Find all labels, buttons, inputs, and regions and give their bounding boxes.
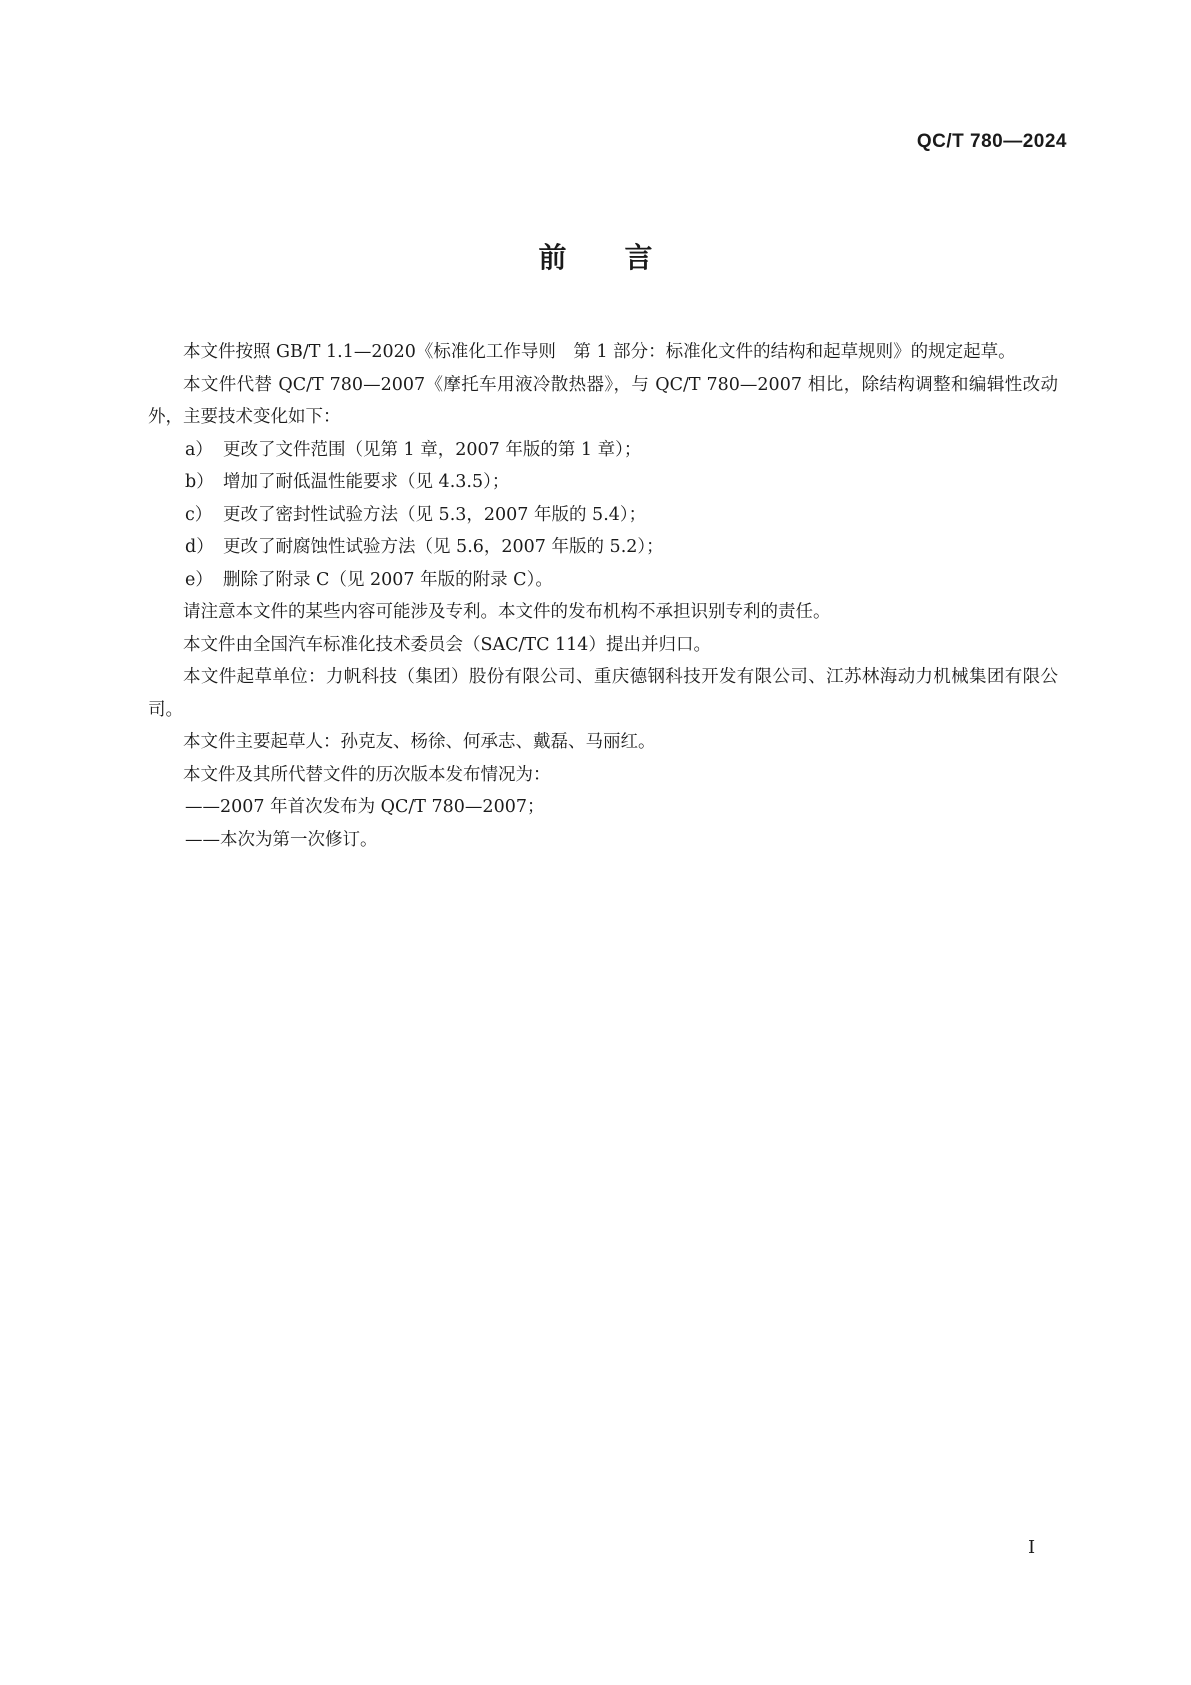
paragraph-history-intro: 本文件及其所代替文件的历次版本发布情况为： xyxy=(183,764,551,785)
list-item-text: 更改了耐腐蚀性试验方法（见 5.6，2007 年版的 5.2）； xyxy=(223,537,664,557)
list-marker: d） xyxy=(185,537,214,557)
paragraph-proposer: 本文件由全国汽车标准化技术委员会（SAC/TC 114）提出并归口。 xyxy=(183,634,711,655)
list-marker: c） xyxy=(185,504,213,525)
page-title: 前言 xyxy=(538,241,711,274)
list-item xyxy=(148,564,1058,597)
page-number: I xyxy=(1028,1537,1036,1558)
list-marker: b） xyxy=(185,472,214,492)
history-item: ——2007 年首次发布为 QC/T 780—2007； xyxy=(185,797,545,817)
foreword-body xyxy=(148,336,1058,856)
paragraph-replacement: 本文件代替 QC/T 780—2007《摩托车用液冷散热器》，与 QC/T 780—2007 相比，除结构调整和编辑性改动外，主要技术变化如下： xyxy=(148,374,1058,427)
paragraph-patent-notice: 请注意本文件的某些内容可能涉及专利。本文件的发布机构不承担识别专利的责任。 xyxy=(183,602,831,622)
list-item-text: 删除了附录 C（见 2007 年版的附录 C）。 xyxy=(223,569,553,590)
history-item: ——本次为第一次修订。 xyxy=(185,829,378,850)
list-item xyxy=(148,499,1058,532)
paragraph-drafters: 本文件主要起草人：孙克友、杨徐、何承志、戴磊、马丽红。 xyxy=(183,732,656,752)
list-item xyxy=(148,434,1058,467)
list-item-text: 更改了密封性试验方法（见 5.3，2007 年版的 5.4）； xyxy=(223,504,647,525)
list-item-text: 增加了耐低温性能要求（见 4.3.5）； xyxy=(223,472,510,492)
list-marker: e） xyxy=(185,569,213,590)
list-marker: a） xyxy=(185,439,213,460)
paragraph-drafting-rules: 本文件按照 GB/T 1.1—2020《标准化工作导则 第 1 部分：标准化文件的结构和起草规则》的规定起草。 xyxy=(183,342,1016,362)
list-item xyxy=(148,466,1058,499)
paragraph-drafting-units: 本文件起草单位：力帆科技（集团）股份有限公司、重庆德钢科技开发有限公司、江苏林海动力机械集团有限公司。 xyxy=(148,667,1058,720)
list-item xyxy=(148,531,1058,564)
document-number: QC/T 780—2024 xyxy=(916,131,1067,152)
list-item-text: 更改了文件范围（见第 1 章，2007 年版的第 1 章）； xyxy=(223,439,642,460)
